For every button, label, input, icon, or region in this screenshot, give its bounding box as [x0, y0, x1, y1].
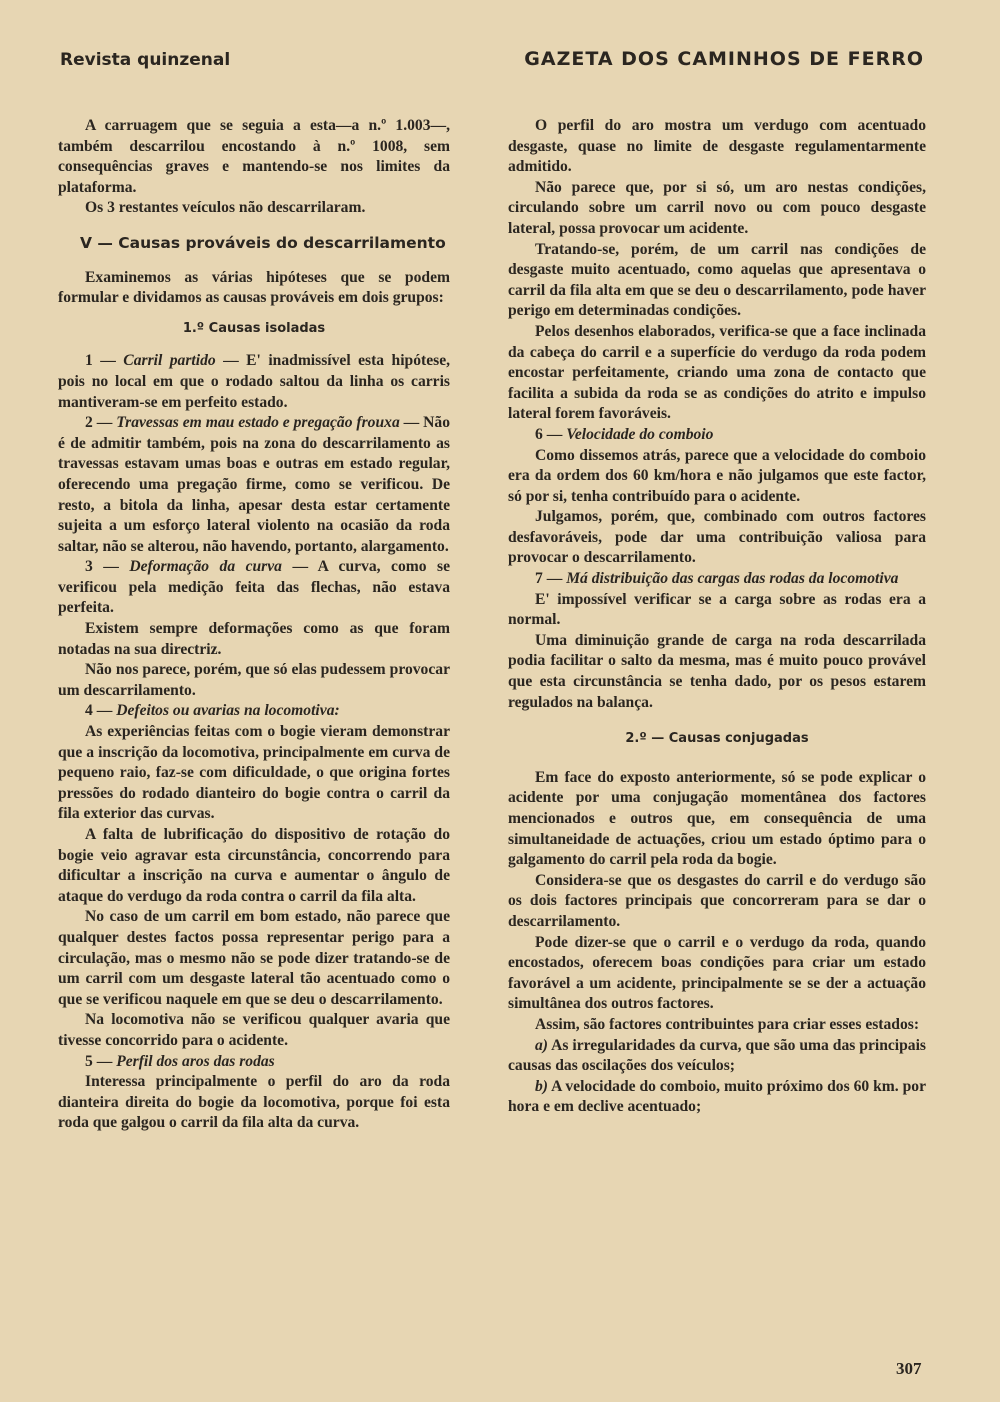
list-item: 7 — Má distribuição das cargas das rodas da locomotiva — [535, 570, 899, 588]
paragraph: A carruagem que se seguia a esta—a n.º 1.003—, também descarrilou encostando à n.º 1008, sem consequências graves e mantendo-se nos limites da plataforma. — [58, 117, 450, 196]
item-title: Deformação da curva — [129, 558, 282, 576]
paragraph: A falta de lubrificação do dispositivo de rotação do bogie veio agravar esta circunstância, concorrendo para dificultar a inscrição na curva e aumentar o ângulo de ataque do verdugo da roda contra o carril da fila alta. — [58, 826, 450, 905]
paragraph: Os 3 restantes veículos não descarrilaram. — [85, 199, 366, 217]
header-left: Revista quinzenal — [60, 50, 231, 70]
paragraph: Não parece que, por si só, um aro nestas condições, circulando sobre um carril novo ou com pouco desgaste lateral, possa provocar um acidente. — [508, 178, 926, 237]
paragraph: Interessa principalmente o perfil do aro da roda dianteira direita do bogie da locomotiva, porque foi esta roda que galgou o carril da fila alta da curva. — [58, 1073, 450, 1132]
item-label: a) — [535, 1036, 548, 1054]
list-item: 6 — Velocidade do comboio — [535, 425, 714, 443]
item-title: Travessas em mau estado e pregação frouxa — [116, 414, 400, 432]
paragraph: Em face do exposto anteriormente, só se pode explicar o acidente por uma conjugação momentânea dos factores mencionados e outros que, em consequência de uma simultaneidade de actuações, criou um estado óptimo para o galgamento do carril pela roda da bogie. — [508, 768, 926, 869]
paragraph: Examinemos as várias hipóteses que se podem formular e dividamos as causas prováveis em dois grupos: — [58, 268, 450, 307]
paragraph: E' impossível verificar se a carga sobre as rodas era a normal. — [508, 590, 926, 629]
paragraph: Como dissemos atrás, parece que a velocidade do comboio era da ordem dos 60 km/hora e não julgamos que este factor, só por si, tenha contribuído para o acidente. — [508, 446, 926, 505]
paragraph: Pelos desenhos elaborados, verifica-se que a face inclinada da cabeça do carril e a superfície do verdugo da roda podem encostar perfeitamente, criando uma zona de contacto que facilita a subida da roda se as condições do atrito e impulso lateral forem favoráveis. — [508, 322, 926, 423]
list-item: 1 — Carril partido — E' inadmissível esta hipótese, pois no local em que o rodado saltou da linha os carris mantiveram-se em perfeito estado. — [58, 352, 451, 411]
right-column — [508, 116, 926, 1118]
paragraph: Pode dizer-se que o carril e o verdugo da roda, quando encostados, oferecem boas condições para criar um estado favorável a um acidente, principalmente se se der a actuação simultânea dos outros factores. — [508, 933, 926, 1013]
paragraph: As experiências feitas com o bogie vieram demonstrar que a inscrição da locomotiva, principalmente em curva de pequeno raio, faz-se com dificuldade, o que origina fortes pressões do rodado dianteiro do bogie contra o carril da fila exterior das curvas. — [58, 723, 450, 823]
item-label: b) — [535, 1077, 548, 1095]
paragraph: Assim, são factores contribuintes para criar esses estados: — [535, 1015, 920, 1033]
subsection-heading: 1.º Causas isoladas — [182, 320, 326, 336]
item-title: Perfil dos aros das rodas — [116, 1052, 275, 1070]
item-title: Carril partido — [123, 352, 216, 370]
left-column — [58, 116, 450, 1134]
list-item: 2 — Travessas em mau estado e pregação frouxa — Não é de admitir também, pois na zona do descarrilamento as travessas estavam umas boas e outras em estado regular, oferecendo uma pregação firme, como se verificou. De resto, a bitola da linha, apesar desta estar certamente sujeita a um esforço lateral violento na ocasião da roda saltar, não se alterou, não havendo, portanto, alargamento. — [58, 414, 450, 555]
paragraph: Tratando-se, porém, de um carril nas condições de desgaste muito acentuado, como aquelas que apresentava o carril da fila alta em que se deu o descarrilamento, pode haver perigo em determinadas condições. — [508, 240, 926, 320]
list-item: b) A velocidade do comboio, muito próximo dos 60 km. por hora e em declive acentuado; — [508, 1077, 926, 1116]
section-heading: V — Causas prováveis do descarrilamento — [80, 233, 446, 252]
page-number: 307 — [896, 1359, 922, 1378]
paragraph: Existem sempre deformações como as que foram notadas na sua directriz. — [58, 620, 450, 658]
list-item: 3 — Deformação da curva — A curva, como se verificou pela medição feita das flechas, não estava perfeita. — [58, 558, 451, 617]
paragraph: Julgamos, porém, que, combinado com outros factores desfavoráveis, pode dar uma contribuição valiosa para provocar o descarrilamento. — [508, 508, 926, 567]
item-title: Velocidade do comboio — [566, 425, 714, 443]
paragraph: Uma diminuição grande de carga na roda descarrilada podia facilitar o salto da mesma, mas é muito pouco provável que esta circunstância se tenha dado, por os pesos estarem regulados na balança. — [508, 631, 926, 711]
paragraph: O perfil do aro mostra um verdugo com acentuado desgaste, quase no limite de desgaste regulamentarmente admitido. — [508, 117, 926, 176]
item-title: Má distribuição das cargas das rodas da locomotiva — [566, 570, 899, 588]
header-right: GAZETA DOS CAMINHOS DE FERRO — [524, 48, 924, 70]
list-item: 4 — Defeitos ou avarias na locomotiva: — [85, 702, 340, 720]
item-title: Defeitos ou avarias na locomotiva: — [116, 702, 340, 720]
paragraph: No caso de um carril em bom estado, não parece que qualquer destes factos possa representar perigo para a circulação, mas o mesmo não se pode dizer tratando-se de um carril com um desgaste lateral tão acentuado como o que se verificou naquele em que se deu o descarrilamento. — [58, 908, 450, 1008]
paragraph: Considera-se que os desgastes do carril e do verdugo são os dois factores principais que concorreram para se dar o descarrilamento. — [508, 871, 926, 930]
paragraph: Não nos parece, porém, que só elas pudessem provocar um descarrilamento. — [58, 661, 450, 699]
subsection-heading: 2.º — Causas conjugadas — [625, 731, 809, 747]
list-item: 5 — Perfil dos aros das rodas — [85, 1052, 275, 1070]
paragraph: Na locomotiva não se verificou qualquer avaria que tivesse concorrido para o acidente. — [58, 1011, 450, 1049]
list-item: a) As irregularidades da curva, que são uma das principais causas das oscilações dos veículos; — [508, 1036, 926, 1075]
